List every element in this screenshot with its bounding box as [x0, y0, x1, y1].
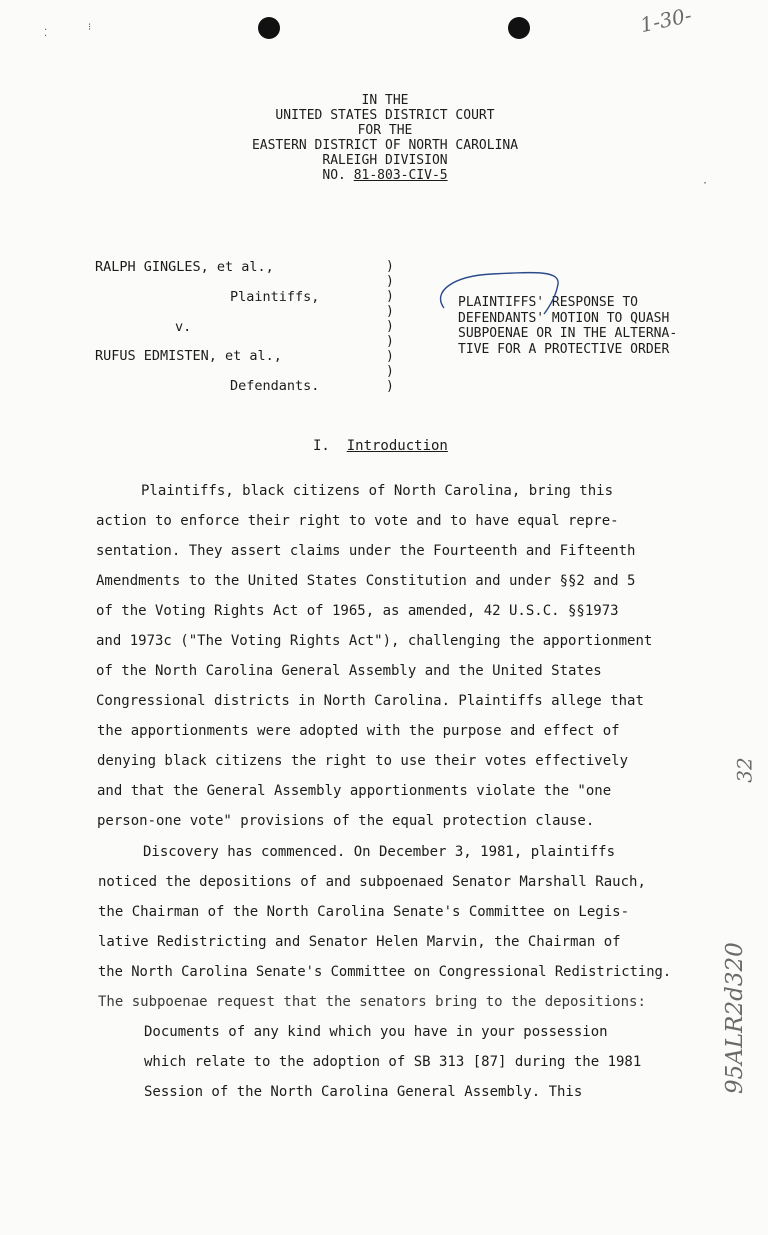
plaintiff-role: Plaintiffs, [230, 289, 320, 305]
section-number: I. [313, 438, 330, 454]
defendant-name: RUFUS EDMISTEN, et al., [95, 348, 282, 364]
body-line: Amendments to the United States Constitution and under §§2 and 5 [96, 573, 636, 589]
body-line: sentation. They assert claims under the Fourteenth and Fifteenth [96, 543, 636, 559]
body-line: the Chairman of the North Carolina Senate's Committee on Legis- [98, 904, 630, 920]
pleading-title-line: DEFENDANTS' MOTION TO QUASH [458, 310, 670, 326]
body-line: The subpoenae request that the senators bring to the depositions: [98, 994, 646, 1010]
versus: v. [175, 319, 192, 335]
handwritten-margin-number: 32 [732, 757, 757, 783]
body-line: person-one vote" provisions of the equal protection clause. [97, 813, 595, 829]
body-line: action to enforce their right to vote and to have equal repre- [96, 513, 619, 529]
body-line: Plaintiffs, black citizens of North Carolina, bring this [141, 483, 614, 499]
pleading-title-line: PLAINTIFFS' RESPONSE TO [458, 295, 639, 310]
scan-speck: ⁚ [44, 28, 48, 39]
scan-speck: · [702, 178, 709, 189]
body-line: of the Voting Rights Act of 1965, as amended, 42 U.S.C. §§1973 [96, 603, 619, 619]
handwritten-citation: 95ALR2d320 [722, 942, 748, 1094]
pleading-title-line: SUBPOENAE OR IN THE ALTERNA- [458, 326, 678, 341]
plaintiff-name: RALPH GINGLES, et al., [95, 259, 274, 275]
body-line: and 1973c ("The Voting Rights Act"), challenging the apportionment [96, 633, 653, 649]
body-line: the apportionments were adopted with the purpose and effect of [97, 723, 620, 739]
caption-line-in-the: IN THE [361, 93, 409, 108]
caption-line-division: RALEIGH DIVISION [322, 153, 448, 168]
body-line: noticed the depositions of and subpoenaed Senator Marshall Rauch, [98, 874, 646, 890]
quote-line: Session of the North Carolina General Assembly. This [144, 1084, 583, 1100]
caption-line-district: EASTERN DISTRICT OF NORTH CAROLINA [251, 138, 519, 153]
body-line: Discovery has commenced. On December 3, 1981, plaintiffs [143, 844, 616, 860]
body-line: denying black citizens the right to use their votes effectively [97, 753, 629, 769]
body-line: Congressional districts in North Carolina. Plaintiffs allege that [96, 693, 644, 709]
quote-line: Documents of any kind which you have in your possession [144, 1024, 608, 1040]
punch-hole-right [508, 17, 530, 39]
caption-parentheses: ) ) ) ) ) ) ) ) ) [386, 259, 394, 394]
defendant-role: Defendants. [230, 378, 320, 394]
caption-line-court: UNITED STATES DISTRICT COURT [275, 108, 495, 123]
body-line: and that the General Assembly apportionments violate the "one [97, 783, 612, 799]
handwritten-circle-mark [432, 262, 572, 322]
body-line: of the North Carolina General Assembly and the United States [96, 663, 602, 679]
handwritten-date: 1-30- [638, 2, 694, 38]
section-heading [313, 438, 448, 454]
court-caption [170, 93, 600, 183]
body-line: the North Carolina Senate's Committee on Congressional Redistricting. [98, 964, 672, 980]
section-title: Introduction [346, 438, 448, 454]
scan-speck: ⁝ [88, 22, 92, 33]
caption-line-for-the: FOR THE [357, 123, 413, 138]
case-number: 81-803-CIV-5 [353, 168, 448, 183]
case-number-prefix: NO. [322, 168, 346, 183]
case-number-line [170, 168, 600, 183]
body-line: lative Redistricting and Senator Helen Marvin, the Chairman of [98, 934, 621, 950]
pleading-title-line: TIVE FOR A PROTECTIVE ORDER [458, 341, 670, 357]
quote-line: which relate to the adoption of SB 313 [87] during the 1981 [144, 1054, 642, 1070]
punch-hole-left [258, 17, 280, 39]
